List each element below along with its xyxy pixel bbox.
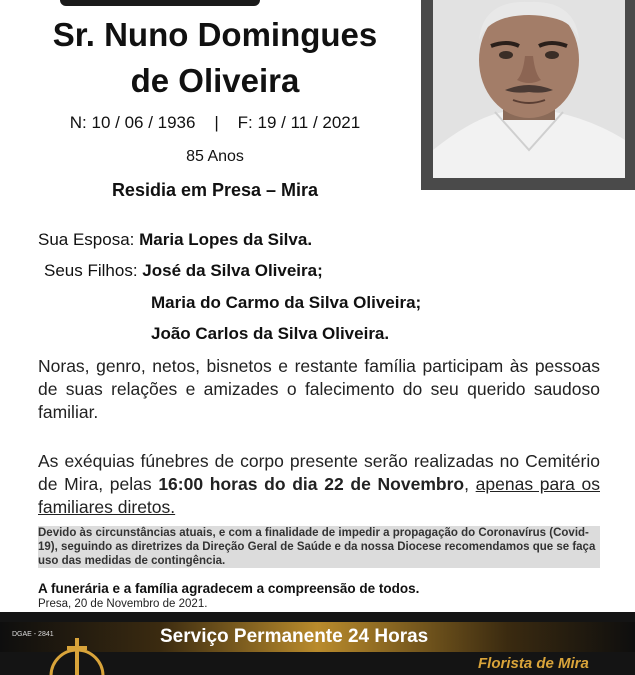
family-announcement: Noras, genro, netos, bisnetos e restante família participam às pessoas de suas relações e amizades o falecimento do seu querido saudoso familiar.	[38, 356, 600, 422]
funeral-comma: ,	[464, 474, 476, 494]
funeral-details	[38, 450, 600, 519]
place-date: Presa, 20 de Novembro de 2021.	[38, 598, 208, 610]
service-slogan: Serviço Permanente 24 Horas	[160, 626, 429, 647]
child-name: Maria do Carmo da Silva Oliveira;	[151, 293, 422, 312]
cross-circle-logo-icon	[42, 634, 112, 675]
spouse-row	[38, 230, 312, 250]
funeral-details-text: As exéquias fúnebres de corpo presente serão realizadas no Cemitério de Mira, pelas	[38, 451, 600, 494]
children-row	[151, 324, 389, 344]
footer-banner	[0, 612, 635, 675]
child-name: José da Silva Oliveira;	[142, 261, 323, 280]
children-row	[151, 293, 421, 313]
deceased-photo	[433, 0, 625, 178]
deceased-name-line1: Sr. Nuno Domingues	[52, 16, 378, 53]
covid-notice: Devido às circunstâncias atuais, e com a finalidade de impedir a propagação do Coronavírus (Covid-19), seguindo as diretrizes da Direção Geral de Saúde e da nossa Diocese recomendamos que se faça uso das medidas de contingência.	[38, 526, 600, 568]
spouse-label: Sua Esposa:	[38, 230, 135, 249]
top-decoration	[60, 0, 260, 6]
age: 85 Anos	[186, 148, 244, 165]
birth-death-dates: N: 10 / 06 / 1936 | F: 19 / 11 / 2021	[69, 113, 361, 132]
residence: Residia em Presa – Mira	[111, 180, 319, 200]
children-label: Seus Filhos:	[44, 261, 138, 280]
deceased-name-line2: de Oliveira	[130, 62, 300, 99]
funeral-restriction: apenas para os familiares diretos.	[38, 474, 600, 517]
children-row	[44, 261, 323, 281]
dgae-code: DGAE - 2841	[12, 631, 54, 638]
child-name: João Carlos da Silva Oliveira.	[151, 324, 390, 343]
portrait-image	[433, 0, 625, 178]
funeral-time: 16:00 horas do dia 22 de Novembro	[158, 474, 465, 494]
florist-name: Florista de Mira	[478, 655, 589, 672]
thanks-message: A funerária e a família agradecem a compreensão de todos.	[38, 581, 420, 596]
spouse-name: Maria Lopes da Silva.	[139, 230, 313, 249]
